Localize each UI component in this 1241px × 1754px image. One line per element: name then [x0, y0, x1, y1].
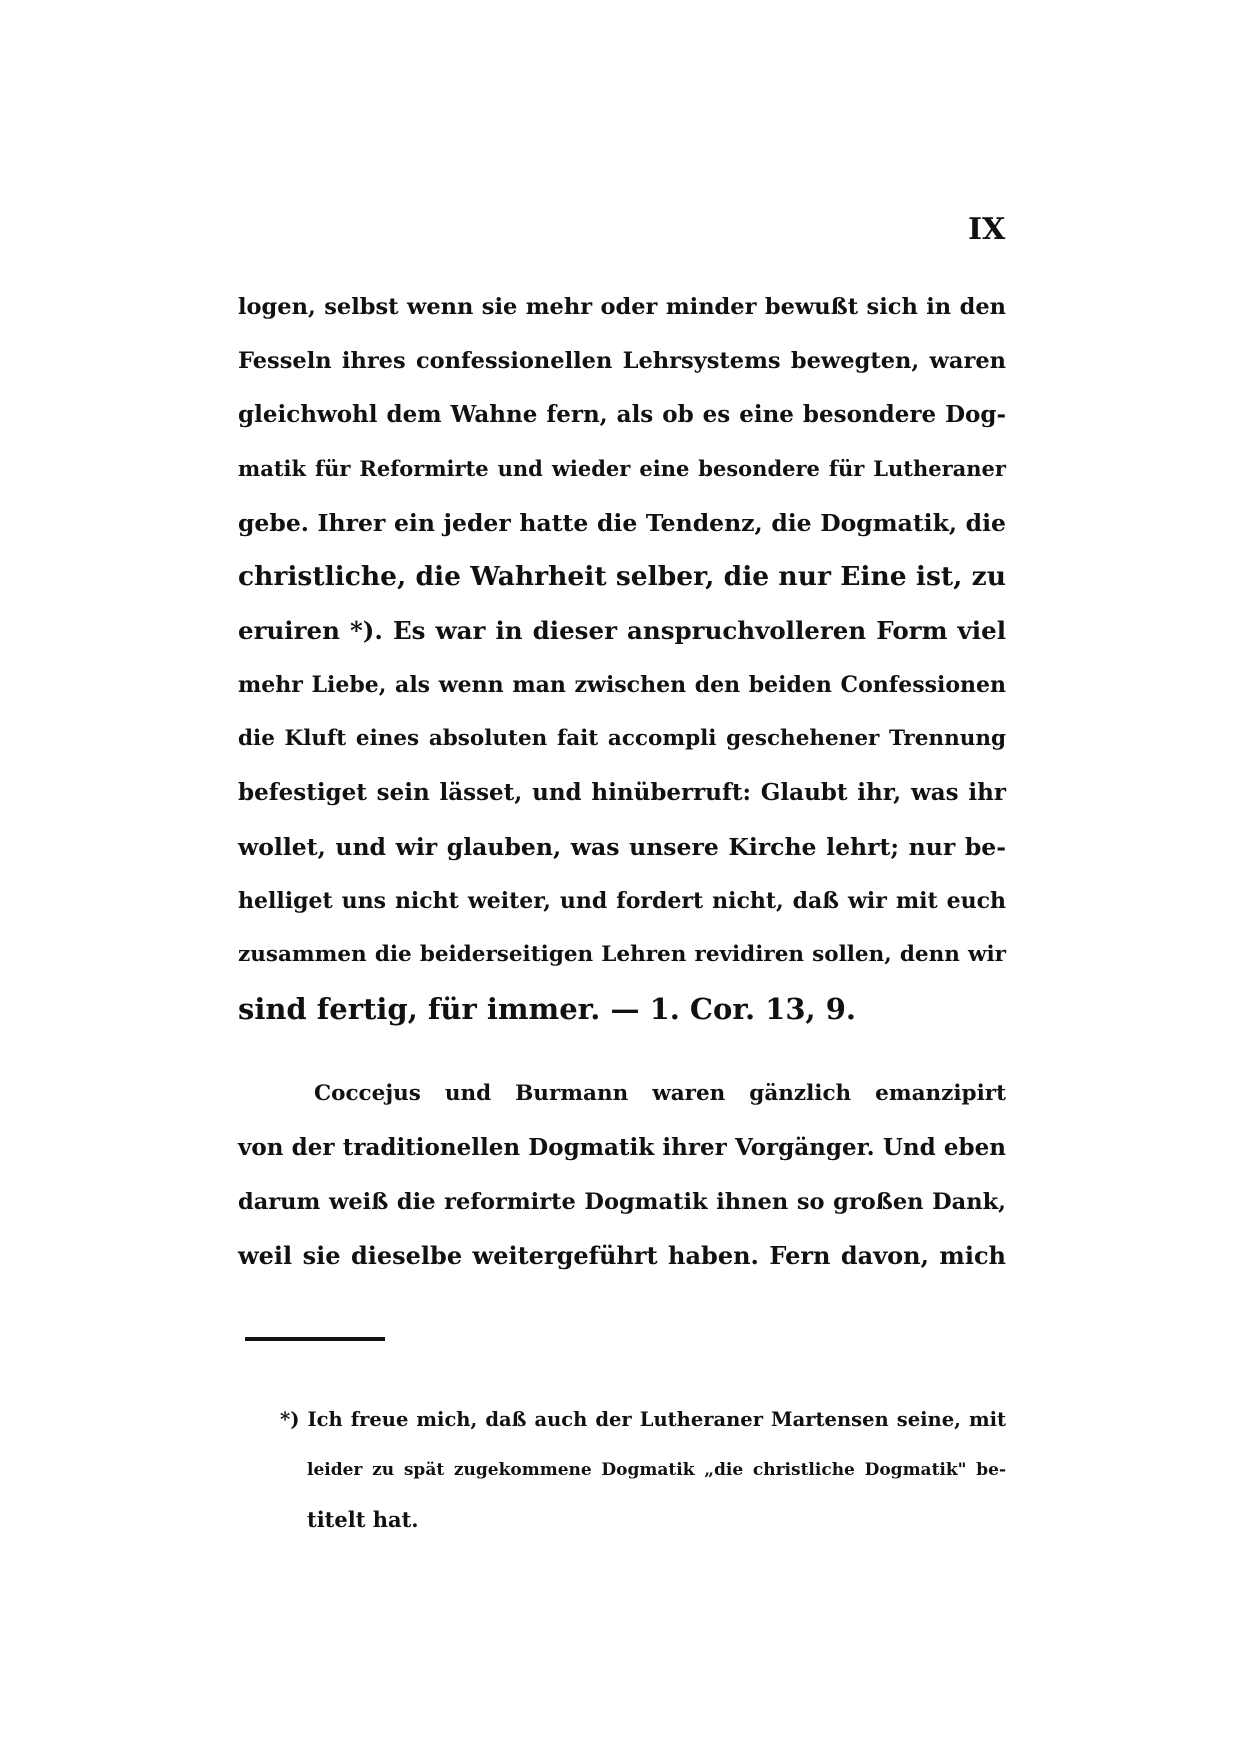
text-line: weil sie dieselbe weitergeführt haben. Fern davon, mich [238, 1241, 1006, 1270]
text-line: darum weiß die reformirte Dogmatik ihnen so großen Dank, [238, 1189, 1006, 1215]
text-line: gleichwohl dem Wahne fern, als ob es eine besondere Dog- [238, 401, 1006, 428]
text-line: zusammen die beiderseitigen Lehren revidiren sollen, denn wir [238, 942, 1006, 967]
footnote-line: titelt hat. [307, 1507, 419, 1532]
text-line: befestiget sein lässet, und hinüberruft: Glaubt ihr, was ihr [238, 779, 1006, 806]
text-line: sind fertig, für immer. — 1. Cor. 13, 9. [238, 992, 856, 1026]
footnote-line: leider zu spät zugekommene Dogmatik „die christliche Dogmatik" be- [307, 1460, 1006, 1480]
text-line: wollet, und wir glauben, was unsere Kirche lehrt; nur be- [238, 833, 1006, 861]
text-line: christliche, die Wahrheit selber, die nur Eine ist, zu [238, 561, 1006, 592]
text-line: gebe. Ihrer ein jeder hatte die Tendenz, die Dogmatik, die [238, 509, 1006, 537]
text-line: Coccejus und Burmann waren gänzlich emanzipirt [314, 1081, 1006, 1106]
footnote-line: *) Ich freue mich, daß auch der Lutheraner Martensen seine, mit [280, 1408, 1006, 1431]
text-line: von der traditionellen Dogmatik ihrer Vorgänger. Und eben [238, 1134, 1006, 1161]
paragraph-2 [238, 1067, 1006, 1283]
text-line: matik für Reformirte und wieder eine besondere für Lutheraner [238, 456, 1006, 481]
text-line: helliget uns nicht weiter, und fordert nicht, daß wir mit euch [238, 888, 1006, 914]
text-line: eruiren *). Es war in dieser anspruchvolleren Form viel [238, 616, 1006, 645]
text-line: mehr Liebe, als wenn man zwischen den beiden Confessionen [238, 672, 1006, 698]
paragraph-1 [238, 280, 1006, 1036]
footnote-divider [245, 1337, 385, 1341]
footnote [280, 1395, 1006, 1545]
text-line: Fesseln ihres confessionellen Lehrsystems bewegten, waren [238, 348, 1006, 374]
text-line: logen, selbst wenn sie mehr oder minder bewußt sich in den [238, 294, 1006, 320]
text-line: die Kluft eines absoluten fait accompli geschehener Trennung [238, 726, 1006, 751]
page-number: IX [968, 212, 1006, 247]
